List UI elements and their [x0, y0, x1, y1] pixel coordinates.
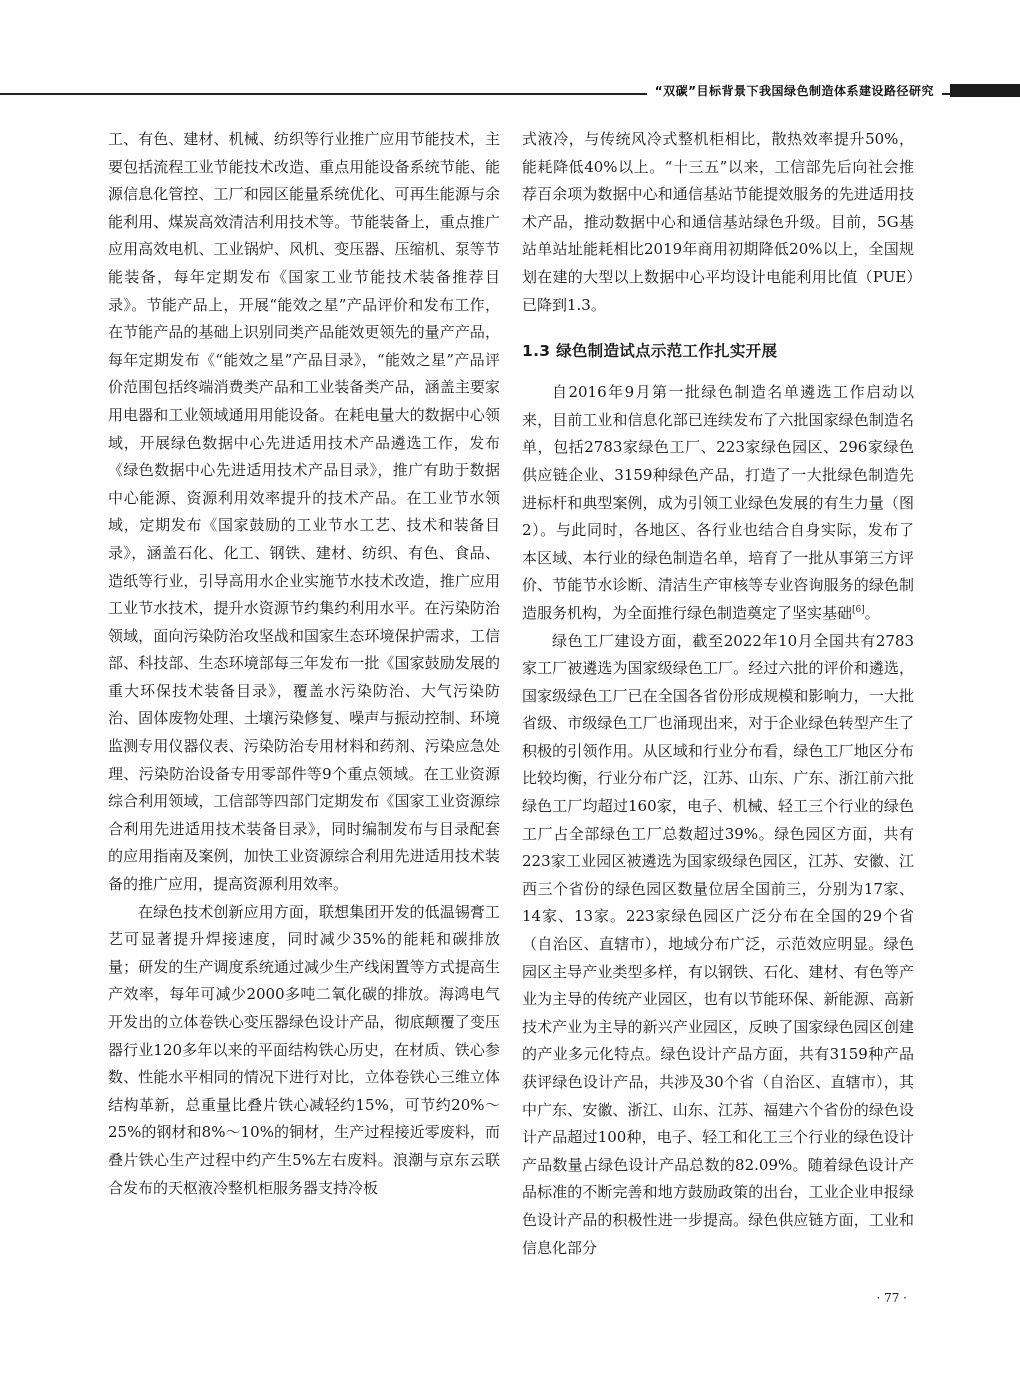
right-paragraph-2-text: 自2016年9月第一批绿色制造名单遴选工作启动以来，目前工业和信息化部已连续发布了六批国家绿色制造名单，包括2783家绿色工厂、223家绿色园区、296家绿色供应链企业、3159种绿色产品，打造了一大批绿色制造先进标杆和典型案例，成为引领工业绿色发展的有生力量（图2）。与此同时，各地区、各行业也结合自身实际，发布了本区域、本行业的绿色制造名单，培育了一批从事第三方评价、节能节水诊断、清洁生产审核等专业咨询服务的绿色制造服务机构，为全面推行绿色制造奠定了坚实基础 — [522, 383, 914, 622]
left-column — [108, 126, 500, 1202]
section-heading — [522, 339, 914, 363]
left-paragraph-1: 工、有色、建材、机械、纺织等行业推广应用节能技术，主要包括流程工业节能技术改造、重点用能设备系统节能、能源信息化管控、工厂和园区能量系统优化、可再生能源与余能利用、煤炭高效清洁利用技术等。节能装备上，重点推广应用高效电机、工业锅炉、风机、变压器、压缩机、泵等节能装备，每年定期发布《国家工业节能技术装备推荐目录》。节能产品上，开展“能效之星”产品评价和发布工作，在节能产品的基础上识别同类产品能效更领先的量产产品，每年定期发布《“能效之星”产品目录》，“能效之星”产品评价范围包括终端消费类产品和工业装备类产品，涵盖主要家用电器和工业领域通用用能设备。在耗电量大的数据中心领域，开展绿色数据中心先进适用技术产品遴选工作，发布《绿色数据中心先进适用技术产品目录》，推广有助于数据中心能源、资源利用效率提升的技术产品。在工业节水领域，定期发布《国家鼓励的工业节水工艺、技术和装备目录》，涵盖石化、化工、钢铁、建材、纺织、有色、食品、造纸等行业，引导高用水企业实施节水技术改造，推广应用工业节水技术，提升水资源节约集约利用水平。在污染防治领域，面向污染防治攻坚战和国家生态环境保护需求，工信部、科技部、生态环境部每三年发布一批《国家鼓励发展的重大环保技术装备目录》，覆盖水污染防治、大气污染防治、固体废物处理、土壤污染修复、噪声与振动控制、环境监测专用仪器仪表、污染防治专用材料和药剂、污染应急处理、污染防治设备专用零部件等9个重点领域。在工业资源综合利用领域，工信部等四部门定期发布《国家工业资源综合利用先进适用技术装备目录》，同时编制发布与目录配套的应用指南及案例，加快工业资源综合利用先进适用技术装备的推广应用，提高资源利用效率。 — [108, 130, 500, 894]
running-header-title: “双碳”目标背景下我国绿色制造体系建设路径研究 — [647, 80, 942, 101]
page-number: · 77 · — [876, 1291, 907, 1305]
left-paragraph-2: 在绿色技术创新应用方面，联想集团开发的低温锡膏工艺可显著提升焊接速度，同时减少35%的能耗和碳排放量；研发的生产调度系统通过减少生产线闲置等方式提高生产效率，每年可减少2000多吨二氧化碳的排放。海鸿电气开发出的立体卷铁心变压器绿色设计产品，彻底颠覆了变压器行业120多年以来的平面结构铁心历史，在材质、铁心参数、性能水平相同的情况下进行对比，立体卷铁心三维立体结构革新，总重量比叠片铁心减轻约15%，可节约20%～25%的钢材和8%～10%的铜材，生产过程接近零废料，而叠片铁心生产过程中约产生5%左右废料。浪潮与京东云联合发布的天枢液冷整机柜服务器支持冷板 — [108, 902, 500, 1197]
right-paragraph-1: 式液冷，与传统风冷式整机柜相比，散热效率提升50%，能耗降低40%以上。“十三五”以来，工信部先后向社会推荐百余项为数据中心和通信基站节能提效服务的先进适用技术产品，推动数据中心和通信基站绿色升级。目前，5G基站单站址能耗相比2019年商用初期降低20%以上，全国规划在建的大型以上数据中心平均设计电能利用比值（PUE）已降到1.3。 — [522, 130, 914, 314]
right-paragraph-2-end: 。 — [864, 603, 880, 622]
right-column — [522, 126, 914, 1262]
citation-reference: [6] — [852, 604, 865, 615]
section-number: 1.3 — [522, 342, 551, 361]
right-paragraph-3: 绿色工厂建设方面，截至2022年10月全国共有2783家工厂被遴选为国家级绿色工厂。经过六批的评价和遴选，国家级绿色工厂已在全国各省份形成规模和影响力，一大批省级、市级绿色工厂也涌现出来，对于企业绿色转型产生了积极的引领作用。从区域和行业分布看，绿色工厂地区分布比较均衡，行业分布广泛，江苏、山东、广东、浙江前六批绿色工厂均超过160家，电子、机械、轻工三个行业的绿色工厂占全部绿色工厂总数超过39%。绿色园区方面，共有223家工业园区被遴选为国家级绿色园区，江苏、安徽、江西三个省份的绿色园区数量位居全国前三，分别为17家、14家、13家。223家绿色园区广泛分布在全国的29个省（自治区、直辖市），地域分布广泛，示范效应明显。绿色园区主导产业类型多样，有以钢铁、石化、建材、有色等产业为主导的传统产业园区，也有以节能环保、新能源、高新技术产业为主导的新兴产业园区，反映了国家绿色园区创建的产业多元化特点。绿色设计产品方面，共有3159种产品获评绿色设计产品，共涉及30个省（自治区、直辖市），其中广东、安徽、浙江、山东、江苏、福建六个省份的绿色设计产品超过100种，电子、轻工和化工三个行业的绿色设计产品数量占绿色设计产品总数的82.09%。随着绿色设计产品标准的不断完善和地方鼓励政策的出台，工业企业申报绿色设计产品的积极性进一步提高。绿色供应链方面，工业和信息化部分 — [522, 631, 914, 1257]
header-decorative-block — [950, 84, 1020, 97]
right-paragraph-2 — [522, 379, 914, 627]
section-title: 绿色制造试点示范工作扎实开展 — [556, 342, 778, 361]
